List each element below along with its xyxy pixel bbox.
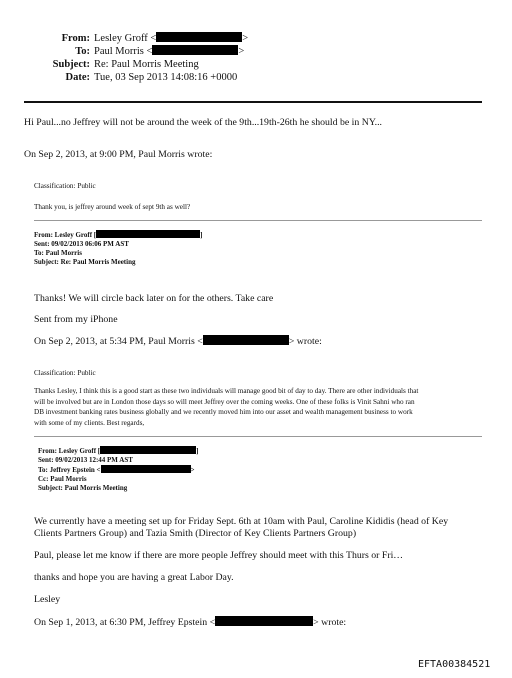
hdr3-subject: Subject: Paul Morris Meeting bbox=[38, 484, 128, 492]
hdr2-from: From: Lesley Groff [ bbox=[34, 231, 97, 239]
header-divider bbox=[24, 101, 482, 103]
hdr3-to: To: Jeffrey Epstein < bbox=[38, 466, 101, 474]
classification-2: Classification: Public bbox=[34, 369, 96, 377]
header-from-end: > bbox=[242, 33, 249, 44]
redaction-bar bbox=[203, 335, 289, 345]
redaction-bar bbox=[101, 465, 191, 473]
hdr2-block bbox=[34, 230, 202, 267]
message-2-line-1: Thanks! We will circle back later on for the others. Take care bbox=[34, 293, 274, 304]
hdr3-sent: Sent: 09/02/2013 12:44 PM AST bbox=[38, 456, 133, 464]
header-date-value: Tue, 03 Sep 2013 14:08:16 +0000 bbox=[94, 72, 238, 83]
message-3-text bbox=[34, 386, 418, 428]
message-3-line: Thanks Lesley, I think this is a good start as these two individuals will manage good bit of day to day. There are other individuals that bbox=[34, 387, 419, 395]
redaction-bar bbox=[96, 230, 203, 239]
message-4-line-4: thanks and hope you are having a great Labor Day. bbox=[34, 572, 234, 583]
redaction-bar bbox=[215, 616, 313, 626]
message-3-line: will be involved but are in London those days so will meet Jeffrey over the coming weeks. One of these folks is Vinit Sahni who ran bbox=[34, 397, 415, 406]
header-to-end: > bbox=[238, 46, 245, 57]
quote-3-text: On Sep 1, 2013, at 6:30 PM, Jeffrey Epstein < bbox=[34, 617, 216, 628]
message-4-line-1: We currently have a meeting set up for Friday Sept. 6th at 10am with Paul, Caroline Kididis (head of Key bbox=[34, 516, 449, 527]
quote-2-text: On Sep 2, 2013, at 5:34 PM, Paul Morris < bbox=[34, 336, 203, 347]
header-from-value: Lesley Groff < bbox=[94, 33, 157, 44]
header-to-label: To: bbox=[75, 46, 90, 57]
message-1-text: Thank you, is jeffrey around week of sept 9th as well? bbox=[34, 203, 191, 211]
hdr2-from-end: ] bbox=[200, 231, 203, 239]
hdr2-sent: Sent: 09/02/2013 06:06 PM AST bbox=[34, 240, 129, 248]
bates-number: EFTA00384521 bbox=[418, 659, 491, 670]
hdr3-cc: Cc: Paul Morris bbox=[38, 475, 87, 483]
header-to-value: Paul Morris < bbox=[94, 46, 153, 57]
message-4-signature: Lesley bbox=[34, 594, 61, 605]
divider bbox=[34, 220, 482, 221]
redaction-bar bbox=[100, 446, 199, 455]
quote-attribution-1: On Sep 2, 2013, at 9:00 PM, Paul Morris wrote: bbox=[24, 149, 213, 160]
header-from-label: From: bbox=[61, 33, 90, 44]
message-4-line-3: Paul, please let me know if there are more people Jeffrey should meet with this Thurs or Fri… bbox=[34, 550, 404, 561]
hdr3-from-end: ] bbox=[196, 447, 199, 455]
header-subject-row bbox=[30, 58, 199, 71]
header-from-row bbox=[30, 32, 248, 45]
hdr3-from: From: Lesley Groff [ bbox=[38, 447, 101, 455]
header-date-row bbox=[30, 71, 237, 84]
body-line-1: Hi Paul...no Jeffrey will not be around the week of the 9th...19th-26th he should be in NY... bbox=[24, 117, 382, 128]
message-3-line: DB investment banking rates business globally and we recently moved him into our asset and wealth management business to work bbox=[34, 408, 413, 416]
header-subject-value: Re: Paul Morris Meeting bbox=[94, 59, 199, 70]
header-date-label: Date: bbox=[65, 72, 90, 83]
classification-1: Classification: Public bbox=[34, 182, 96, 190]
header-subject-label: Subject: bbox=[52, 59, 90, 70]
redaction-bar bbox=[156, 32, 242, 42]
hdr3-block bbox=[38, 446, 198, 493]
quote-3-end: > wrote: bbox=[313, 617, 347, 628]
message-4-line-2: Clients Partners Group) and Tazia Smith (Director of Key Clients Partners Group) bbox=[34, 528, 357, 539]
divider bbox=[34, 436, 482, 437]
hdr3-to-end: > bbox=[190, 466, 195, 474]
header-to-row bbox=[30, 45, 244, 58]
redaction-bar bbox=[152, 45, 238, 55]
hdr2-to: To: Paul Morris bbox=[34, 249, 82, 257]
quote-attribution-3 bbox=[34, 616, 346, 629]
message-3-line: with some of my clients. Best regards, bbox=[34, 418, 145, 427]
quote-attribution-2 bbox=[34, 335, 322, 348]
quote-2-end: > wrote: bbox=[288, 336, 322, 347]
message-2-line-2: Sent from my iPhone bbox=[34, 314, 118, 325]
hdr2-subject: Subject: Re: Paul Morris Meeting bbox=[34, 258, 136, 266]
